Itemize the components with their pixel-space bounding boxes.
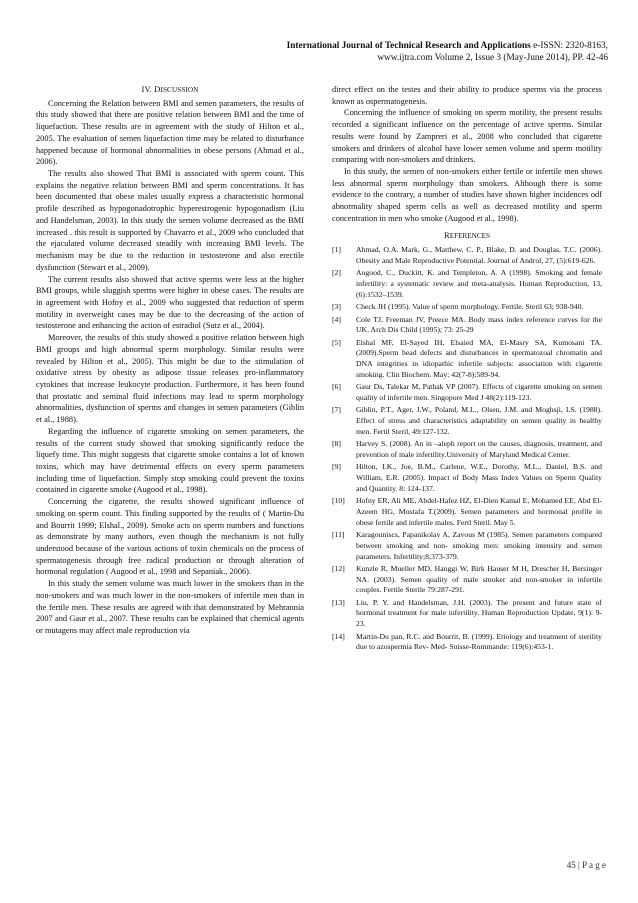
reference-item: [4] Cole TJ, Freeman JV, Preece MA. Body mass index reference curves for the UK. Arch Dis Child (1995); 73: 25-29 <box>332 314 602 335</box>
page-word: P a g e <box>582 860 606 870</box>
issn: e-ISSN: 2320-8163, <box>530 41 608 51</box>
footer-separator: | <box>575 860 583 870</box>
paragraph-continued: direct effect on the testes and their ability to produce sperms via the process known as ospermatogenesis. <box>332 85 602 106</box>
page-number: 45 <box>566 860 576 870</box>
paragraph: In this study, the semen of non-smokers either fertile or infertile men shows less abnormal sperm morphology than smokers. Although there is some evidence to the contrary, a number of studies have shown higher incidences odf abnormality shaped sperm cells as well as decreased motility and sperm concentration in men who smoke (Augood et al., 1998). <box>332 167 602 223</box>
reference-item: [5] Elshal MF, El-Sayed IH, Elsaied MA, El-Masry SA, Kumosani TA. (2009).Sperm head defects and disturbances in spermatozoal chromatin and DNA integrities in idiopathic infertile subjects: association with cigarette smoking. Clin Biochem. May; 42(7-8):589-94. <box>332 337 602 379</box>
reference-item: [10] Hofny ER, Ali ME, Abdel-Hafez HZ, El-Dien Kamal E, Mohamed EE, Abd El-Azeem HG, Mostafa T.(2009). Semen parameters and hormonal profile in obese fertile and infertile males. Fertl Steril. May 5. <box>332 496 602 527</box>
reference-item: [6] Gaur Ds, Talekar M, Pathak VP (2007). Effects of cigarette smoking on semen quality of infertile men. Singopore Med J 48(2):119-123. <box>332 382 602 403</box>
paragraph: Regarding the influence of cigarette smoking on semen parameters, the results of the current study showed that smoking significantly reduce the liquefy time. This might suggests that cigarette smoke contains a lot of known toxins, which may have detrimental effects on every sperm parameters including time of liquefaction. Simply stop smoking could prevent the toxins contained in cigarette smoke (Augood et al., 1998). <box>36 426 304 495</box>
left-column <box>36 84 304 637</box>
reference-list <box>332 245 602 653</box>
paragraph: The results also showed That BMI is associated with sperm count. This explains the negative relation between BMI and sperm concentrations. It has been documented that obese males usually express a characteristic hormonal profile described as hypogonadotrophic hyperestrogenic hypogonadism (Liu and Handelsman, 2003). In this study the semen volume decreased as the BMI increased . this result is supported by Chavarro et al., 2009 who concluded that the ejaculated volume decreased steadily with increasing BMI levels. The mechanism may be due to the reduction in testosterone and also erectile dysfunction (Stewart et al., 2009). <box>36 169 304 272</box>
paragraph: Concerning the Relation between BMI and semen parameters, the results of this study showed that there are positive relation between BMI and the time of liquefaction. These results are in agreement with the study of Hilton et al., 2005. The evaluation of semen liquefaction time may be related to disturbance happened because of hormonal abnormalities in obese persons (Ahmad et al., 2006). <box>36 98 304 167</box>
reference-item: [8] Harvey S. (2008). An in –aleph report on the causes, diagnosis, treatment, and prevention of male infertility.University of Maryland Medical Center. <box>332 439 602 459</box>
reference-item: [12] Kunzle R, Mueller MD, Hanggi W, Birk Hauser M H, Drescher H, Bersinger NA. (2003). Semen quality of male smoker and non-smoker in infertile couples. Fertile Sterile 79:287-291. <box>332 563 602 595</box>
reference-item: [13] Liu, P. Y. and Handelsman, J.H. (2003). The present and future state of hormonal treatment for male infertility. Human Reproduction Update, 9(1): 9-23. <box>332 597 602 629</box>
paragraph: Moreover, the results of this study showed a positive relation between high BMI groups and high abnormal sperm morphology. Similar results were revealed by Hilton et al., 2005). This might be due to the stimulation of oxidative stress by obesity as adipose tissue releases pro-inflammatory cytokines that increase leukocyte production. Furthermore, it has been found that prostatic and seminal fluid infections may lead to sperm morphology abnormalities, dysfunction of sperms and changes in semen parameters (Giblin et al., 1988). <box>36 333 304 425</box>
references-heading: REFERENCES <box>443 229 491 240</box>
discussion-heading: IV. DISCUSSION <box>141 84 199 94</box>
journal-header <box>48 40 608 64</box>
paragraph: The current results also showed that active sperms were less at the higher BMI groups, while sluggish sperms were higher in obese cases. The results are in agreement with Hofny et al., 2009 who suggested that reduction of sperm motility in overweight cases may be due to the decreasing of the action of testosterone and enhancing the action of estradiol (Sutz et al., 2004). <box>36 274 304 331</box>
paragraph: Concerning the influence of smoking on sperm motility, the present results recorded a significant influence on the percentage of active sperms. Similar results were found by Zampreri et al., 2008 who concluded that cigarette smokers and drinkers of alcohol have lower semen volume and sperm motility comparing with non-smokers and drinkers. <box>332 108 602 165</box>
reference-item: [7] Giblin, P.T., Ager, J.W., Poland, M.L., Olsen, J.M. and Moghsji, I.S. (1988). Effect of stress and characteristics adaptability on semen quality in healthy men. Fertil Steril, 49:127-132. <box>332 405 602 436</box>
reference-item: [3] Check JH (1995). Value of sperm morphology. Fertile. Steril 63; 938-940. <box>332 302 584 312</box>
page-footer <box>567 860 606 870</box>
right-column <box>332 84 602 655</box>
paragraph: Concerning the cigarette, the results showed significant influence of smoking on sperm count. This finding supported by the results of ( Martin-Du and Bourrit 1999; Elshal., 2009). Smoke acts on sperm numbers and functions as demonstrate by many authors, even though the mechanism is not fully understood because of the various actions of toxin chemicals on the process of spermatogenesis through free radical production or through alteration of hormonal regulation ( Augood et al., 1998 and Sepaniak., 2006). <box>36 497 304 577</box>
reference-item: [1] Ahmad, O.A. Mark, G., Matthew, C. P., Blake, D. and Douglas, T.C. (2006). Obesity and Male Reproductive Potential. Journal of Androl, 27, (5):619-626. <box>332 245 602 266</box>
journal-name: International Journal of Technical Research and Applications <box>286 41 531 51</box>
reference-item: [2] Augood, C., Duckitt, K. and Templeton, A. A (1998). Smoking and female infertility: a systematic review and meta-analysis. Human Reproduction, 13, (6):1532–1539. <box>332 268 602 299</box>
header-line-1 <box>48 40 608 52</box>
reference-item: [14] Martin-Du pan, R.C. and Bourrit, B. (1999). Etiology and treatment of sterility due to azospermia Rev- Med- Suisse-Rommande: 119(6):453-1. <box>332 631 602 652</box>
paragraph: In this study the semen volume was much lower in the smokers than in the non-smokers and was much lower in the non-smokers of infertile men than in the fertile men. These results are agreed with that demonstrated by Mehrannia 2007 and Gaur et al., 2007. These results can be explained that chemical agents or mutagens may affect male reproduction via <box>36 579 304 636</box>
reference-item: [9] Hilton, I.K., Joe, B.M., Carlene, W.E., Dorothy, M.L., Daniel, B.S. and William, E.R. (2005). Impact of Body Mass Index Values on Sperm Quality and Quantity. 8: 124-137. <box>332 462 602 493</box>
header-line-2: www.ijtra.com Volume 2, Issue 3 (May-June 2014), PP. 42-46 <box>377 53 608 63</box>
reference-item: [11] Karagouniscs, Papanikolav A, Zavous M (1985). Semen parameters compared between smoking and non- smoking men: smoking intensity and semen parameters. Infertility;8;373-379. <box>332 530 602 561</box>
